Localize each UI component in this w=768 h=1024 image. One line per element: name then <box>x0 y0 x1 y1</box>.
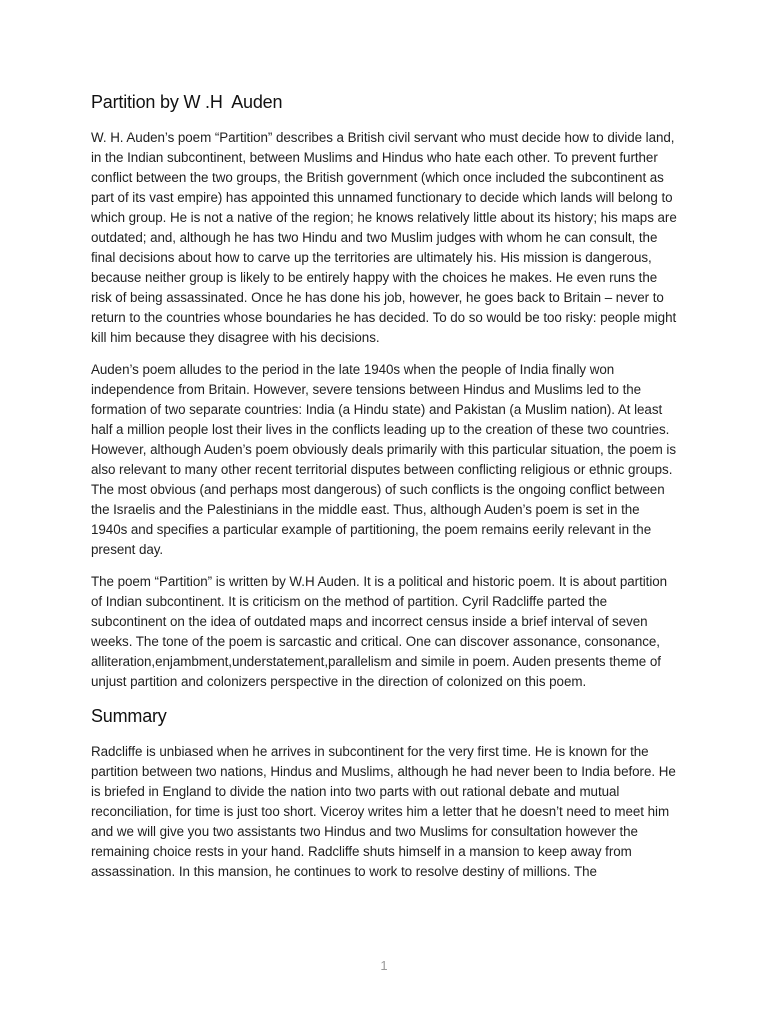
paragraph-analysis: The poem “Partition” is written by W.H Auden. It is a political and historic poem. It is about partition of Indian subcontinent. It is criticism on the method of partition. Cyril Radcliffe parted the subcontinent on the idea of outdated maps and incorrect census inside a brief interval of seven weeks. The tone of the poem is sarcastic and critical. One can discover assonance, consonance, alliteration,enjambment,understatement,parallelism and simile in poem. Auden presents theme of unjust partition and colonizers perspective in the direction of colonized on this poem. <box>91 574 668 689</box>
paragraph-intro: W. H. Auden’s poem “Partition” describes a British civil servant who must decide how to divide land, in the Indian subcontinent, between Muslims and Hindus who hate each other. To prevent further conflict between the two groups, the British government (which once included the subcontinent as part of its vast empire) has appointed this unnamed functionary to decide which lands will belong to which group. He is not a native of the region; he knows relatively little about its history; his maps are outdated; and, although he has two Hindu and two Muslim judges with whom he can consult, the final decisions about how to carve up the territories are ultimately his. His mission is dangerous, because neither group is likely to be entirely happy with the choices he makes. He even runs the risk of being assassinated. Once he has done his job, however, he goes back to Britain – never to return to the countries whose boundaries he has decided. To do so would be too risky: people might kill him because they disagree with his decisions. <box>91 130 677 345</box>
paragraph-context: Auden’s poem alludes to the period in the late 1940s when the people of India finally won independence from Britain. However, severe tensions between Hindus and Muslims led to the formation of two separate countries: India (a Hindu state) and Pakistan (a Muslim nation). At least half a million people lost their lives in the conflicts leading up to the creation of these two countries. However, although Auden’s poem obviously deals primarily with this particular situation, the poem is also relevant to many other recent territorial disputes between conflicting religious or ethnic groups. The most obvious (and perhaps most dangerous) of such conflicts is the ongoing conflict between the Israelis and the Palestinians in the middle east. Thus, although Auden’s poem is set in the 1940s and specifies a particular example of partitioning, the poem remains eerily relevant in the present day. <box>91 362 676 557</box>
summary-heading: Summary <box>91 706 167 726</box>
page-number: 1 <box>380 958 388 973</box>
document-title: Partition by W .H Auden <box>91 92 283 112</box>
paragraph-summary: Radcliffe is unbiased when he arrives in subcontinent for the very first time. He is known for the partition between two nations, Hindus and Muslims, although he had never been to India before. He is briefed in England to divide the nation into two parts with out rational debate and mutual reconciliation, for time is just too short. Viceroy writes him a letter that he doesn’t need to meet him and we will give you two assistants two Hindus and two Muslims for consultation however the remaining choice rests in your hand. Radcliffe shuts himself in a mansion to keep away from assassination. In this mansion, he continues to work to resolve destiny of millions. The <box>91 744 676 879</box>
